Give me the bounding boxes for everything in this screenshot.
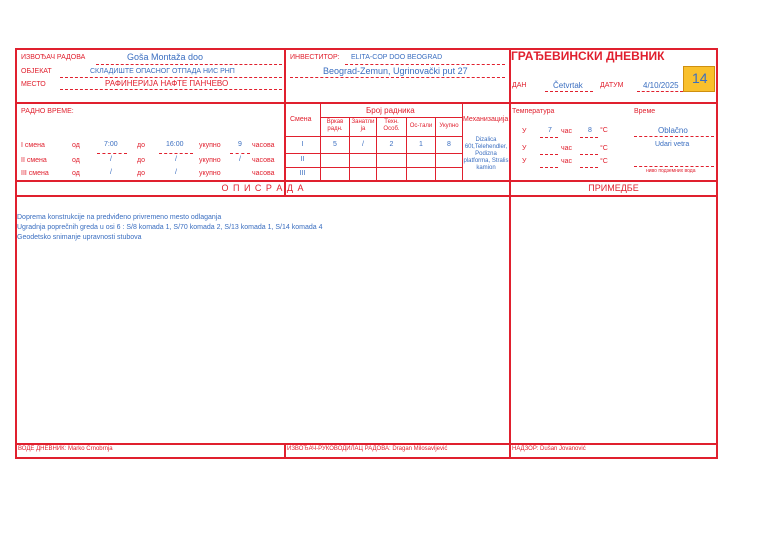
remarks-title: ПРИМЕДБЕ (588, 183, 639, 193)
works-manager: ИЗВОЂАЧ-РУКОВОДИЛАЦ РАДОВА: Dragan Milosavljević (287, 446, 448, 452)
shift-from: / (110, 156, 112, 163)
dotted-line (60, 77, 282, 78)
dotted-line (290, 77, 505, 78)
date-value: 4/10/2025 (643, 81, 679, 90)
dotted-line (580, 167, 598, 168)
shift-name: I смена (21, 142, 45, 149)
worker-count: 1 (419, 141, 423, 148)
shift-from: / (110, 169, 112, 176)
date-label: ДАТУМ (600, 82, 624, 89)
diary-keeper: ВОДЕ ДНЕВНИК: Marko Crnobrnja (18, 446, 113, 452)
dotted-line (60, 89, 282, 90)
temp-unit: °C (600, 145, 608, 152)
from-label: од (72, 157, 80, 164)
to-label: до (137, 157, 145, 164)
work-line: Doprema konstrukcije na predviđeno privremeno mesto odlaganja (17, 214, 222, 221)
place-label: МЕСТО (21, 81, 46, 88)
worker-count: 2 (389, 141, 394, 148)
temp-unit: °C (600, 127, 608, 134)
dotted-line (634, 136, 714, 137)
object-value: СКЛАДИШТЕ ОПАСНОГ ОТПАДА НИС РНП (90, 68, 235, 75)
dotted-line (580, 154, 598, 155)
total-label: укупно (199, 142, 221, 149)
day-value: Četvrtak (553, 81, 583, 90)
divider (15, 102, 718, 104)
dotted-line (540, 154, 558, 155)
grid-line (320, 117, 462, 118)
dotted-line (96, 64, 282, 65)
diary-title: ГРАЂЕВИНСКИ ДНЕВНИК (511, 49, 665, 63)
dotted-line (540, 167, 558, 168)
workers-group-header: Број радника (366, 106, 415, 115)
hours-unit: часова (252, 142, 275, 149)
workers-column-header: Техн. Особ. (383, 119, 400, 132)
dotted-line (545, 91, 593, 92)
from-label: од (72, 170, 80, 177)
temp-prefix: У (522, 145, 527, 152)
weather-label: Време (634, 108, 656, 115)
shift-to: / (175, 169, 177, 176)
temp-unit: °C (600, 158, 608, 165)
temperature-label: Температура (512, 108, 555, 115)
worker-count: 5 (333, 141, 337, 148)
contractor-label: ИЗВОЂАЧ РАДОВА (21, 54, 86, 61)
workers-column-header: Вркав радн. (326, 119, 344, 132)
divider (284, 443, 286, 459)
shift-from: 7:00 (104, 141, 118, 148)
weather-condition: Oblačno (658, 126, 688, 135)
shift-name: II смена (21, 157, 47, 164)
object-label: ОБЈЕКАТ (21, 68, 52, 75)
total-label: укупно (199, 170, 221, 177)
work-line: Geodetsko snimanje upravnosti stubova (17, 234, 142, 241)
shift-header: Смена (290, 116, 312, 123)
contractor-value: Goša Montaža doo (127, 52, 204, 62)
dotted-line (97, 153, 127, 154)
day-label: ДАН (512, 82, 527, 89)
weather-condition: Udari vetra (655, 141, 690, 148)
shift-total: / (239, 156, 241, 163)
mechanization-header: Механизација (463, 116, 509, 123)
hours-unit: часова (252, 170, 275, 177)
water-level-label: ниво подземних вода (646, 168, 696, 174)
investor-label: ИНВЕСТИТОР: (290, 54, 340, 61)
work-description-title: О П И С Р А Д А (221, 183, 305, 193)
shift-name: III смена (21, 170, 49, 177)
hours-unit: часова (252, 157, 275, 164)
worker-shift: III (299, 170, 306, 177)
dotted-line (159, 153, 193, 154)
temp-value: 8 (588, 127, 592, 134)
dotted-line (637, 91, 683, 92)
investor-value: ELITA-COP DOO BEOGRAD (351, 54, 443, 61)
hour-label: час (561, 128, 573, 135)
total-label: укупно (199, 157, 221, 164)
dotted-line (345, 64, 505, 65)
divider (15, 180, 718, 182)
divider (15, 195, 718, 197)
temp-prefix: У (522, 158, 527, 165)
entry-number: 14 (692, 70, 708, 86)
shift-to: / (175, 156, 177, 163)
dotted-line (230, 153, 250, 154)
from-label: од (72, 142, 80, 149)
dotted-line (580, 137, 598, 138)
temp-prefix: У (522, 128, 527, 135)
supervision: НАДЗОР: Dušan Jovanović (512, 446, 586, 452)
hour-label: час (561, 158, 573, 165)
to-label: до (137, 170, 145, 177)
worker-shift: I (301, 141, 304, 148)
workers-column-header: Ос-тали (409, 123, 433, 129)
to-label: до (137, 142, 145, 149)
temp-time: 7 (548, 127, 552, 134)
workers-column-header: Укупно (439, 123, 459, 129)
shift-to: 16:00 (166, 141, 184, 148)
work-line: Ugradnja poprečnih greda u osi 6 : S/8 komada 1, S/70 komada 2, S/13 komada 1, S/14 komada 4 (17, 224, 323, 231)
shift-total: 9 (238, 141, 242, 148)
worker-count: / (362, 141, 364, 148)
workers-column-header: Занатли ја (351, 119, 375, 132)
dotted-line (634, 166, 714, 167)
dotted-line (540, 137, 558, 138)
mechanization-value: Dizalica 60t,Telehendler, Podizna platforma, Stralis kamion (463, 137, 509, 171)
worker-count: 8 (447, 141, 451, 148)
entry-number-box (683, 66, 715, 92)
place-value: РАФИНЕРИЈА НАФТЕ ПАНЧЕВО (105, 79, 229, 88)
divider (509, 48, 511, 459)
investor-address: Beograd-Zemun, Ugrinovački put 27 (323, 66, 468, 76)
divider (15, 443, 718, 445)
hour-label: час (561, 145, 573, 152)
worker-shift: II (300, 156, 305, 163)
work-time-label: РАДНО ВРЕМЕ: (21, 108, 74, 115)
